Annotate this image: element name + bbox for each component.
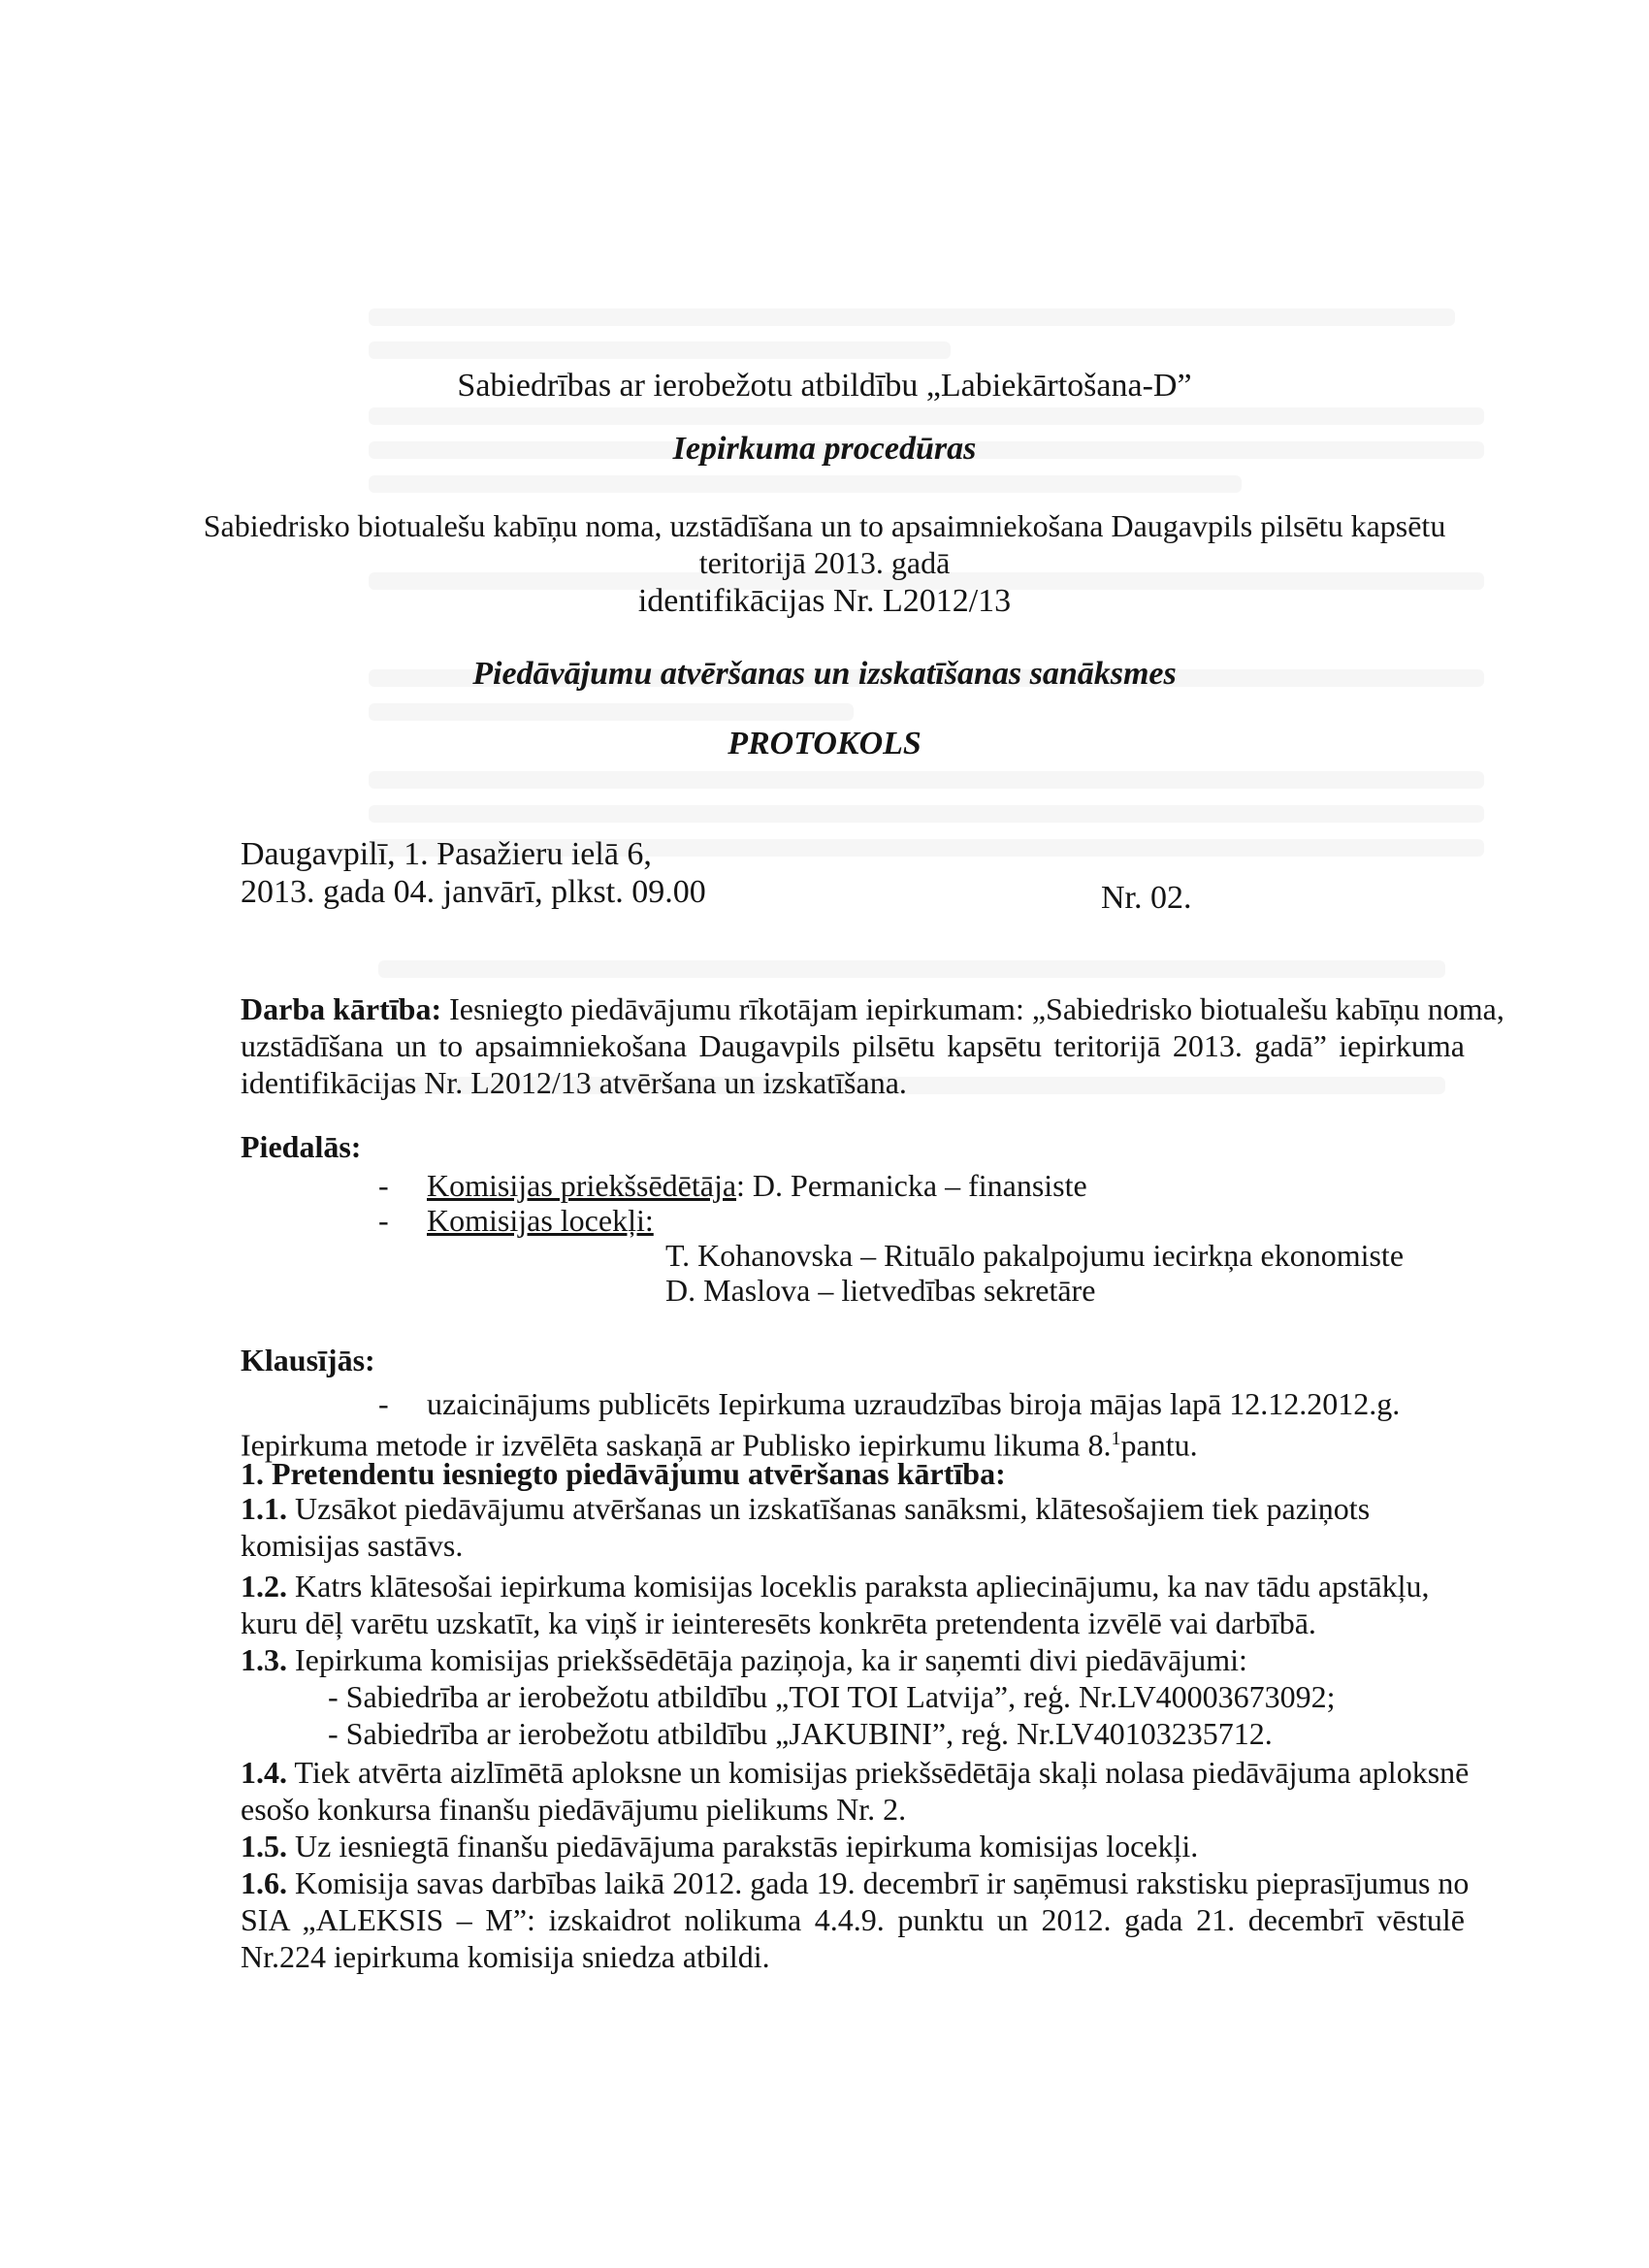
item-1-1 (241, 1490, 1465, 1564)
item-number: 1.5. (241, 1829, 287, 1863)
members-label: Komisijas locekļi: (427, 1203, 654, 1238)
meeting-date-time: 2013. gada 04. janvārī, plkst. 09.00 (241, 874, 706, 910)
bidder-toi-toi: - Sabiedrība ar ierobežotu atbildību „TOI TOI Latvija”, reģ. Nr.LV40003673092; (328, 1679, 1336, 1714)
item-number: 1.3. (241, 1642, 287, 1677)
item-text: Nr.224 iepirkuma komisija sniedza atbildi. (241, 1939, 770, 1974)
item-text: Iepirkuma komisijas priekšsēdētāja paziņoja, ka ir saņemti divi piedāvājumi: (295, 1642, 1247, 1677)
item-text: Komisija savas darbības laikā 2012. gada 19. decembrī ir saņēmusi rakstisku pieprasījumus no (295, 1865, 1470, 1900)
procurement-subject-line1: Sabiedrisko biotualešu kabīņu noma, uzstādīšana un to apsaimniekošana Daugavpils pilsētu kapsētu (203, 508, 1446, 543)
meeting-address: Daugavpilī, 1. Pasažieru ielā 6, (241, 836, 652, 872)
heard-label-wrap (241, 1342, 375, 1378)
meeting-title: Piedāvājumu atvēršanas un izskatīšanas sanāksmes (472, 656, 1177, 692)
participants-label-wrap (241, 1128, 361, 1165)
item-text: Uz iesniegtā finanšu piedāvājuma parakstās iepirkuma komisijas locekļi. (295, 1829, 1199, 1863)
item-1-6 (241, 1864, 1470, 1975)
item-1-2 (241, 1568, 1465, 1641)
item-text: Uzsākot piedāvājumu atvēršanas un izskatīšanas sanāksmi, klātesošajiem tiek paziņots (295, 1491, 1371, 1526)
procedure-title: Iepirkuma procedūras (672, 431, 977, 467)
agenda-line2: uzstādīšana un to apsaimniekošana Daugavpils pilsētu kapsētu teritorijā 2013. gadā” iepirkuma (241, 1028, 1465, 1063)
method-text: Iepirkuma metode ir izvēlēta saskaņā ar Publisko iepirkumu likuma 8. (241, 1427, 1112, 1463)
agenda-line3: identifikācijas Nr. L2012/13 atvēršana un izskatīšana. (241, 1065, 907, 1100)
heard-text: uzaicinājums publicēts Iepirkuma uzraudzības biroja mājas lapā 12.12.2012.g. (427, 1386, 1401, 1421)
item-text: komisijas sastāvs. (241, 1528, 464, 1563)
article-superscript: 1 (1111, 1428, 1121, 1449)
section1-items (241, 1490, 1470, 1975)
participants-label: Piedalās: (241, 1129, 362, 1164)
agenda-block (241, 990, 1504, 1101)
item-1-5 (241, 1828, 1465, 1864)
bullet-dash: - (378, 1386, 389, 1421)
member-kohanovska: T. Kohanovska – Rituālo pakalpojumu iecirkņa ekonomiste (665, 1238, 1405, 1273)
heard-label: Klausījās: (241, 1343, 375, 1377)
chair-label: Komisijas priekšsēdētāja (427, 1168, 737, 1203)
bullet-dash: - (378, 1168, 389, 1203)
agenda-text: Iesniegto piedāvājumu rīkotājam iepirkumam: „Sabiedrisko biotualešu kabīņu noma, (441, 991, 1504, 1026)
agenda-line1 (241, 990, 1504, 1027)
company-name: Sabiedrības ar ierobežotu atbildību „Labiekārtošana-D” (457, 368, 1192, 404)
members-line (378, 1202, 654, 1239)
item-number: 1.2. (241, 1569, 287, 1604)
item-text: Katrs klātesošai iepirkuma komisijas loceklis paraksta apliecinājumu, ka nav tādu apstākļu, (295, 1569, 1430, 1604)
section1-title: 1. Pretendentu iesniegto piedāvājumu atvēršanas kārtība: (241, 1456, 1006, 1491)
agenda-label: Darba kārtība: (241, 991, 442, 1026)
protocol-number: Nr. 02. (1101, 880, 1192, 916)
method-text-end: pantu. (1120, 1427, 1198, 1463)
procurement-subject-line2: teritorijā 2013. gadā (698, 545, 951, 580)
item-text: esošo konkursa finanšu piedāvājumu pielikums Nr. 2. (241, 1792, 907, 1827)
item-text: SIA „ALEKSIS – M”: izskaidrot nolikuma 4.4.9. punktu un 2012. gada 21. decembrī vēstulē (241, 1902, 1465, 1937)
document-type-heading: PROTOKOLS (728, 726, 922, 761)
identification-number: identifikācijas Nr. L2012/13 (637, 583, 1012, 619)
item-text: Tiek atvērta aizlīmētā aploksne un komisijas priekšsēdētāja skaļi nolasa piedāvājuma aploksnē (294, 1755, 1470, 1790)
chair-line (378, 1167, 1087, 1204)
heard-line1 (378, 1385, 1400, 1422)
bullet-dash: - (378, 1203, 389, 1238)
item-number: 1.1. (241, 1491, 287, 1526)
item-1-3 (241, 1641, 1465, 1752)
chair-value: : D. Permanicka – finansiste (736, 1168, 1087, 1203)
item-1-4 (241, 1754, 1470, 1828)
item-number: 1.6. (241, 1865, 287, 1900)
section1-title-wrap (241, 1455, 1006, 1492)
member-maslova: D. Maslova – lietvedības sekretāre (665, 1273, 1096, 1308)
item-number: 1.4. (241, 1755, 287, 1790)
item-text: kuru dēļ varētu uzskatīt, ka viņš ir ieinteresēts konkrēta pretendenta izvēlē vai darbībā. (241, 1605, 1316, 1640)
bidder-jakubini: - Sabiedrība ar ierobežotu atbildību „JAKUBINI”, reģ. Nr.LV40103235712. (328, 1716, 1273, 1751)
